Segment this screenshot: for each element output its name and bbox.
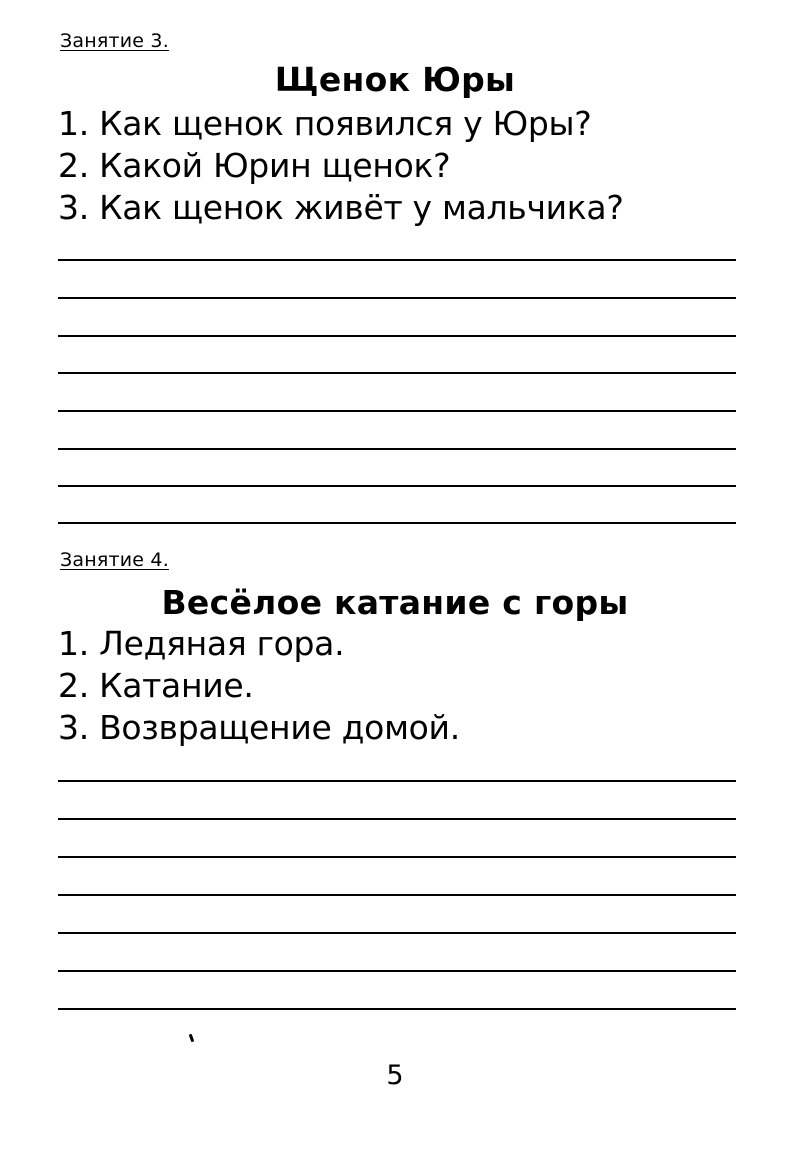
lesson-4-writing-line: [58, 932, 736, 934]
lesson-3-writing-line: [58, 485, 736, 487]
lesson-3-writing-line: [58, 410, 736, 412]
lesson-3-writing-line: [58, 297, 736, 299]
ink-speck: [189, 1034, 195, 1043]
lesson-4-writing-line: [58, 970, 736, 972]
lesson-3-title: Щенок Юры: [274, 60, 516, 99]
lesson-4-writing-line: [58, 856, 736, 858]
lesson-3-item-3: 3. Как щенок живёт у мальчика?: [58, 188, 624, 227]
lesson-4-writing-line: [58, 780, 736, 782]
lesson-3-label: Занятие 3.: [60, 30, 169, 52]
lesson-3-writing-line: [58, 448, 736, 450]
lesson-3-writing-line: [58, 335, 736, 337]
lesson-4-item-3: 3. Возвращение домой.: [58, 708, 460, 747]
lesson-3-item-1: 1. Как щенок появился у Юры?: [58, 104, 592, 143]
page-number: 5: [386, 1060, 404, 1091]
lesson-4-title: Весёлое катание с горы: [161, 583, 629, 622]
lesson-3-writing-line: [58, 259, 736, 261]
lesson-3-writing-line: [58, 522, 736, 524]
lesson-4-item-1: 1. Ледяная гора.: [58, 624, 345, 663]
lesson-3-writing-line: [58, 372, 736, 374]
lesson-4-item-2: 2. Катание.: [58, 666, 254, 705]
lesson-4-label: Занятие 4.: [60, 549, 169, 571]
lesson-3-item-2: 2. Какой Юрин щенок?: [58, 146, 451, 185]
lesson-4-writing-line: [58, 894, 736, 896]
lesson-4-writing-line: [58, 1008, 736, 1010]
lesson-4-writing-line: [58, 818, 736, 820]
